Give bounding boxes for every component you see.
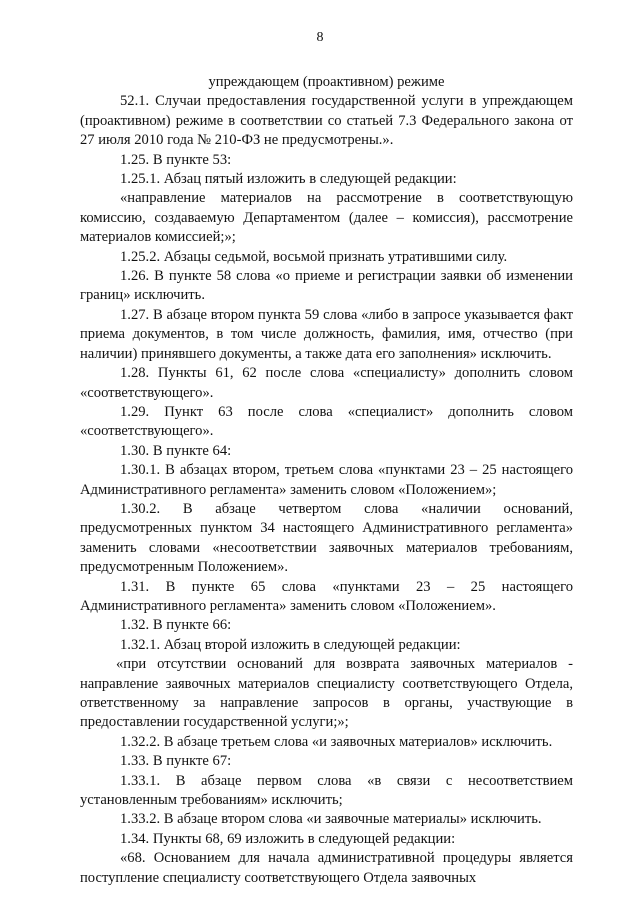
paragraph: 1.27. В абзаце втором пункта 59 слова «либо в запросе указывается факт приема документов, в том числе должность, фамилия, имя, отчество (при наличии) принявшего документы, а также дата его заполнения» исключить. — [80, 306, 573, 362]
paragraph: «при отсутствии оснований для возврата заявочных материалов - направление заявочных материалов специалисту соответствующего Отдела, ответственному за направление запросов в органы, участвующие в предоставлении государственной услуги;»; — [80, 656, 573, 731]
paragraph: упреждающем (проактивном) режиме — [208, 74, 445, 90]
page-number: 8 — [316, 30, 324, 45]
paragraph: 1.25. В пункте 53: — [120, 151, 232, 168]
paragraph: 52.1. Случаи предоставления государственной услуги в упреждающем (проактивном) режиме в соответствии со статьей 7.3 Федерального закона от 27 июля 2010 года № 210-ФЗ не предусмотрены.». — [80, 93, 573, 149]
paragraph: 1.26. В пункте 58 слова «о приеме и регистрации заявки об изменении границ» исключить. — [80, 268, 573, 304]
paragraph: 1.33. В пункте 67: — [120, 753, 232, 770]
paragraph: 1.30.1. В абзацах втором, третьем слова «пунктами 23 – 25 настоящего Административного регламента» заменить словом «Положением»; — [80, 462, 573, 498]
paragraph: 1.34. Пункты 68, 69 изложить в следующей редакции: — [120, 830, 456, 847]
paragraph: 1.32.1. Абзац второй изложить в следующей редакции: — [120, 636, 461, 653]
paragraph: 1.25.1. Абзац пятый изложить в следующей редакции: — [120, 171, 457, 188]
paragraph: 1.28. Пункты 61, 62 после слова «специалисту» дополнить словом «соответствующего». — [80, 365, 573, 401]
document-body — [80, 73, 573, 888]
paragraph: 1.30.2. В абзаце четвертом слова «наличии оснований, предусмотренных пунктом 34 настоящего Административного регламента» заменить словами «несоответствии заявочных материалов требованиям, предусмотренным Положением». — [80, 500, 573, 576]
paragraph: 1.31. В пункте 65 слова «пунктами 23 – 25 настоящего Административного регламента» заменить словом «Положением». — [80, 578, 573, 614]
paragraph: 1.32. В пункте 66: — [120, 617, 232, 634]
paragraph: 1.33.1. В абзаце первом слова «в связи с несоответствием установленным требованиям» исключить; — [80, 772, 573, 809]
paragraph: 1.30. В пункте 64: — [120, 442, 232, 459]
paragraph: 1.25.2. Абзацы седьмой, восьмой признать утратившими силу. — [120, 248, 508, 265]
paragraph: «68. Основанием для начала административной процедуры является поступление специалисту соответствующего Отдела заявочных — [80, 850, 573, 886]
paragraph: 1.32.2. В абзаце третьем слова «и заявочных материалов» исключить. — [120, 733, 553, 750]
paragraph: 1.29. Пункт 63 после слова «специалист» дополнить словом «соответствующего». — [80, 403, 573, 440]
paragraph: 1.33.2. В абзаце втором слова «и заявочные материалы» исключить. — [120, 811, 542, 828]
paragraph: «направление материалов на рассмотрение в соответствующую комиссию, создаваемую Департаментом (далее – комиссия), рассмотрение материалов комиссией;»; — [80, 190, 573, 246]
